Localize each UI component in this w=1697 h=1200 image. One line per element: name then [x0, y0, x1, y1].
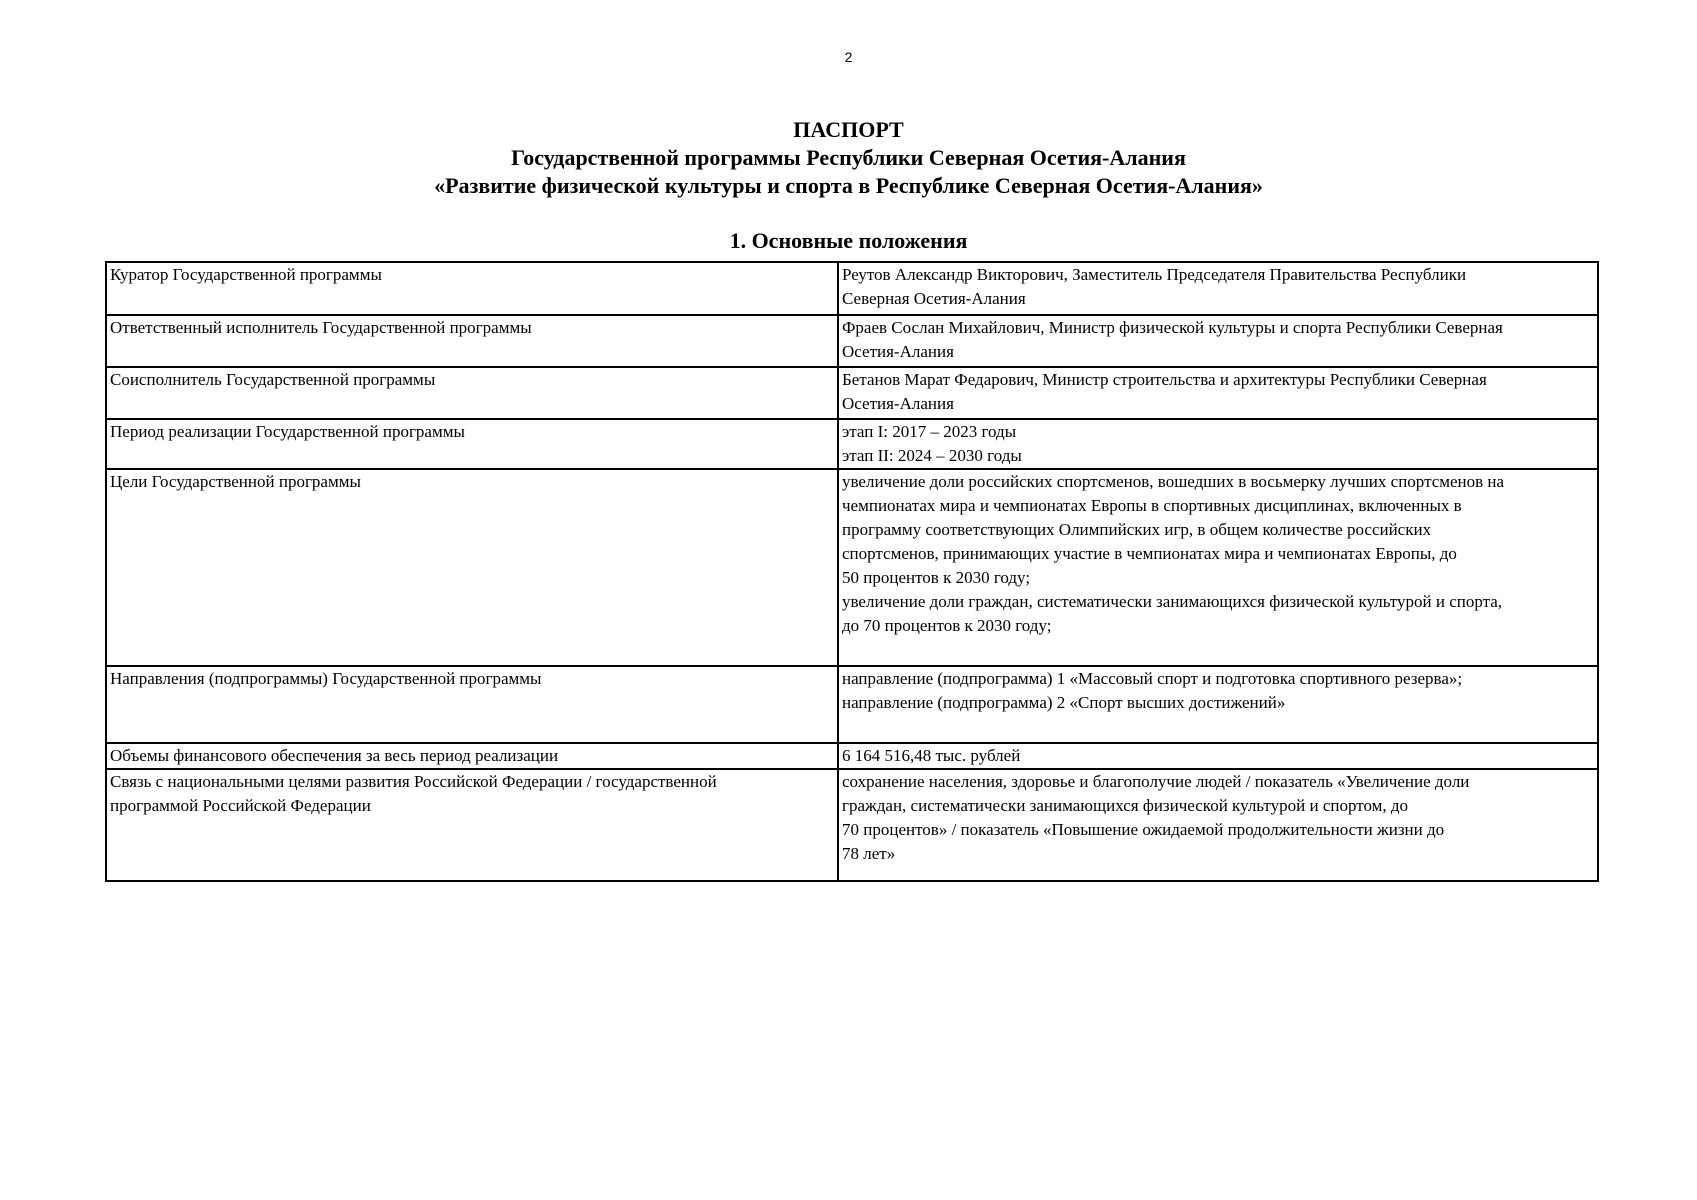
row-value-line: направление (подпрограмма) 2 «Спорт высших достижений» [842, 693, 1286, 712]
row-value-line: спортсменов, принимающих участие в чемпионатах мира и чемпионатах Европы, до [842, 544, 1457, 563]
row-value-line: увеличение доли граждан, систематически занимающихся физической культурой и спорта, [842, 592, 1503, 611]
row-label-line: Куратор Государственной программы [110, 265, 382, 284]
row-value-line: 6 164 516,48 тыс. рублей [842, 746, 1021, 765]
row-value-line: программу соответствующих Олимпийских игр, в общем количестве российских [842, 520, 1432, 539]
row-label-line: Направления (подпрограммы) Государственной программы [110, 669, 542, 688]
title-line-2: Государственной программы Республики Северная Осетия-Алания [511, 145, 1186, 170]
table-row [106, 769, 1598, 881]
row-value-line: Фраев Сослан Михайлович, Министр физической культуры и спорта Республики Северная [842, 318, 1503, 337]
row-value-line: Реутов Александр Викторович, Заместитель Председателя Правительства Республики [842, 265, 1467, 284]
row-value-line: этап I: 2017 – 2023 годы [842, 422, 1017, 441]
passport-table [105, 261, 1599, 882]
row-label-cell [106, 769, 838, 881]
row-value-cell [838, 666, 1598, 743]
row-label-line: Объемы финансового обеспечения за весь период реализации [110, 746, 559, 765]
row-value-line: Бетанов Марат Федарович, Министр строительства и архитектуры Республики Северная [842, 370, 1487, 389]
table-row [106, 367, 1598, 419]
row-label-line: Период реализации Государственной программы [110, 422, 465, 441]
title-line-1: ПАСПОРТ [793, 117, 904, 142]
section-heading: 1. Основные положения [729, 228, 968, 253]
row-value-cell [838, 315, 1598, 367]
table-row [106, 262, 1598, 315]
row-label-cell [106, 419, 838, 469]
row-value-line: 78 лет» [842, 844, 896, 863]
row-value-cell [838, 743, 1598, 769]
row-value-cell [838, 419, 1598, 469]
row-label-cell [106, 367, 838, 419]
passport-table-body [106, 262, 1598, 881]
row-value-cell [838, 769, 1598, 881]
row-value-line: Осетия-Алания [842, 342, 954, 361]
row-label-cell [106, 262, 838, 315]
table-row [106, 743, 1598, 769]
row-label-line: программой Российской Федерации [110, 796, 371, 815]
row-label-line: Соисполнитель Государственной программы [110, 370, 436, 389]
row-label-cell [106, 743, 838, 769]
row-value-line: Осетия-Алания [842, 394, 954, 413]
page-number: 2 [844, 49, 853, 65]
row-label-cell [106, 469, 838, 666]
row-value-line: до 70 процентов к 2030 году; [842, 616, 1052, 635]
table-row [106, 419, 1598, 469]
row-value-line: чемпионатах мира и чемпионатах Европы в спортивных дисциплинах, включенных в [842, 496, 1462, 515]
table-row [106, 666, 1598, 743]
row-value-line: этап II: 2024 – 2030 годы [842, 446, 1022, 465]
row-label-line: Ответственный исполнитель Государственной программы [110, 318, 532, 337]
row-label-cell [106, 666, 838, 743]
row-label-cell [106, 315, 838, 367]
table-row [106, 469, 1598, 666]
row-value-cell [838, 469, 1598, 666]
title-line-3: «Развитие физической культуры и спорта в Республике Северная Осетия-Алания» [434, 173, 1263, 198]
row-value-line: сохранение населения, здоровье и благополучие людей / показатель «Увеличение доли [842, 772, 1470, 791]
table-row [106, 315, 1598, 367]
row-label-line: Цели Государственной программы [110, 472, 361, 491]
row-value-line: 70 процентов» / показатель «Повышение ожидаемой продолжительности жизни до [842, 820, 1445, 839]
row-value-cell [838, 262, 1598, 315]
row-label-line: Связь с национальными целями развития Российской Федерации / государственной [110, 772, 717, 791]
document-title [0, 116, 1697, 200]
row-value-line: граждан, систематически занимающихся физической культурой и спортом, до [842, 796, 1409, 815]
row-value-line: направление (подпрограмма) 1 «Массовый спорт и подготовка спортивного резерва»; [842, 669, 1463, 688]
row-value-line: увеличение доли российских спортсменов, вошедших в восьмерку лучших спортсменов на [842, 472, 1505, 491]
row-value-line: Северная Осетия-Алания [842, 289, 1026, 308]
row-value-line: 50 процентов к 2030 году; [842, 568, 1031, 587]
row-value-cell [838, 367, 1598, 419]
